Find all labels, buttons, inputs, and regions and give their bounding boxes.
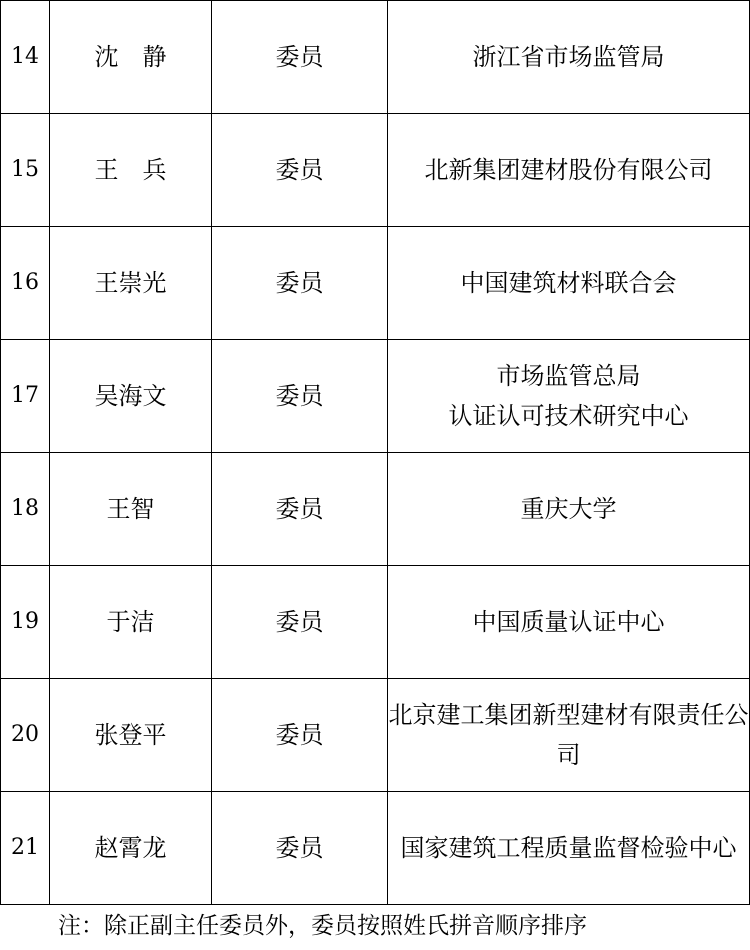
member-table-body (1, 1, 750, 905)
table-row (1, 114, 750, 227)
organization-line: 中国质量认证中心 (472, 608, 665, 636)
member-name: 吴海文 (50, 340, 212, 453)
member-organization (388, 453, 750, 566)
row-number: 16 (1, 227, 50, 340)
member-role: 委员 (212, 114, 388, 227)
member-organization (388, 114, 750, 227)
row-number: 20 (1, 679, 50, 792)
member-name: 赵霄龙 (50, 792, 212, 905)
table-row (1, 227, 750, 340)
member-name: 沈 静 (50, 1, 212, 114)
member-organization (388, 1, 750, 114)
row-number: 14 (1, 1, 50, 114)
member-name: 王智 (50, 453, 212, 566)
member-role: 委员 (212, 1, 388, 114)
organization-line: 重庆大学 (520, 495, 617, 523)
footnote: 注：除正副主任委员外，委员按照姓氏拼音顺序排序 (58, 913, 587, 939)
member-name: 于洁 (50, 566, 212, 679)
member-name: 王崇光 (50, 227, 212, 340)
member-organization (388, 679, 750, 792)
member-role: 委员 (212, 340, 388, 453)
member-organization (388, 566, 750, 679)
member-role: 委员 (212, 792, 388, 905)
row-number: 19 (1, 566, 50, 679)
row-number: 21 (1, 792, 50, 905)
organization-line: 中国建筑材料联合会 (460, 269, 677, 297)
organization-line: 浙江省市场监管局 (472, 43, 665, 71)
member-role: 委员 (212, 679, 388, 792)
organization-line: 国家建筑工程质量监督检验中心 (400, 834, 737, 862)
table-row (1, 1, 750, 114)
member-organization (388, 792, 750, 905)
member-role: 委员 (212, 566, 388, 679)
member-role: 委员 (212, 453, 388, 566)
table-row (1, 340, 750, 453)
organization-line: 认证认可技术研究中心 (448, 402, 689, 430)
table-row (1, 792, 750, 905)
organization-line: 北京建工集团新型建材有限责任公司 (388, 701, 749, 769)
row-number: 17 (1, 340, 50, 453)
table-row (1, 453, 750, 566)
table-row (1, 566, 750, 679)
table-row (1, 679, 750, 792)
member-organization (388, 340, 750, 453)
member-name: 张登平 (50, 679, 212, 792)
organization-line: 北新集团建材股份有限公司 (424, 156, 713, 184)
organization-line: 市场监管总局 (496, 362, 641, 390)
member-organization (388, 227, 750, 340)
row-number: 15 (1, 114, 50, 227)
row-number: 18 (1, 453, 50, 566)
member-name: 王 兵 (50, 114, 212, 227)
member-role: 委员 (212, 227, 388, 340)
